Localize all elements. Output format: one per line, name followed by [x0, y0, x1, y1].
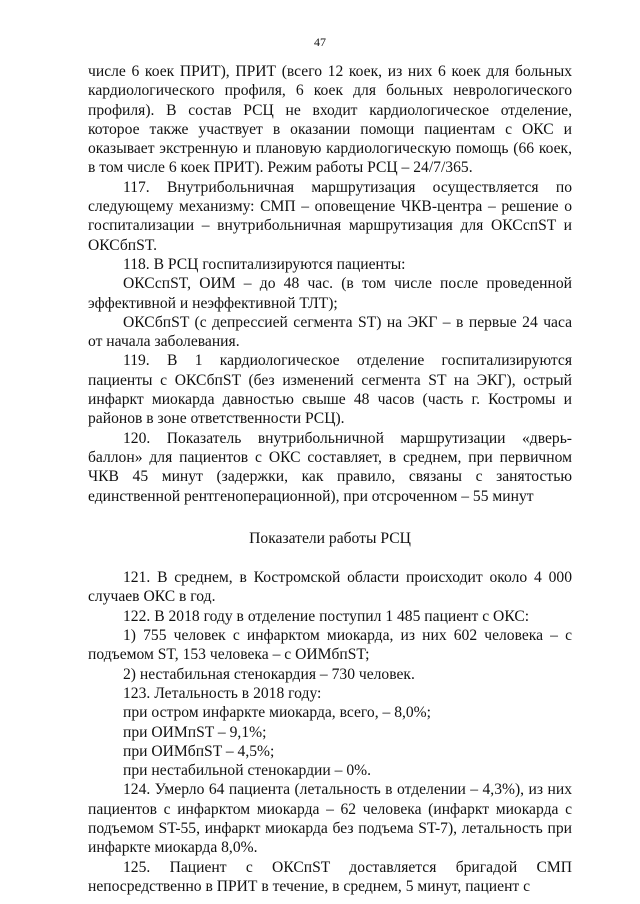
paragraph-125: 125. Пациент с ОКСпST доставляется бригадой СМП непосредственно в ПРИТ в течение, в среднем, 5 минут, пациент с [88, 858, 572, 895]
document-body [88, 62, 572, 896]
paragraph-119: 119. В 1 кардиологическое отделение госпитализируются пациенты с ОКСбпST (без изменений сегмента ST на ЭКГ), острый инфаркт миокарда давностью свыше 48 часов (часть г. Костромы и районов в зоне ответственности РСЦ). [88, 352, 572, 428]
paragraph-123-item-3: при ОИМбпST – 4,5%; [123, 742, 275, 760]
paragraph-122: 122. В 2018 году в отделение поступил 1 485 пациент с ОКС: [123, 607, 530, 625]
paragraph-118-item-2: ОКСбпST (с депрессией сегмента ST) на ЭКГ – в первые 24 часа от начала заболевания. [88, 313, 572, 351]
paragraph-118-item-1: ОКСспST, ОИМ – до 48 час. (в том числе после проведенной эффективной и неэффективной ТЛТ); [88, 275, 572, 312]
paragraph-118: 118. В РСЦ госпитализируются пациенты: [123, 255, 406, 273]
paragraph-117: 117. Внутрибольничная маршрутизация осуществляется по следующему механизму: СМП – оповещение ЧКВ-центра – решение о госпитализации – внутрибольничная маршрутизация для ОКСспST и ОКСбпST. [88, 178, 572, 254]
paragraph-123: 123. Летальность в 2018 году: [123, 684, 322, 702]
page-number: 47 [314, 35, 326, 49]
section-heading: Показатели работы РСЦ [249, 529, 411, 547]
paragraph-123-item-4: при нестабильной стенокардии – 0%. [123, 762, 372, 780]
paragraph-120: 120. Показатель внутрибольничной маршрутизации «дверь-баллон» для пациентов с ОКС составляет, в среднем, при первичном ЧКВ 45 минут (задержки, как правило, связаны с занятостью единственной рентгеноперационной), при отсроченном – 55 минут [88, 429, 572, 505]
paragraph-123-item-1: при остром инфаркте миокарда, всего, – 8,0%; [123, 704, 432, 722]
paragraph-122-item-1: 1) 755 человек с инфарктом миокарда, из них 602 человека – с подъемом ST, 153 человека – с ОИМбпST; [88, 627, 572, 664]
paragraph-124: 124. Умерло 64 пациента (летальность в отделении – 4,3%), из них пациентов с инфарктом миокарда – 62 человека (инфаркт миокарда с подъемом ST-55, инфаркт миокарда без подъема ST-7), летальность при инфаркте миокарда 8,0%. [88, 781, 572, 857]
paragraph-continuation: числе 6 коек ПРИТ), ПРИТ (всего 12 коек, из них 6 коек для больных кардиологического профиля, 6 коек для больных неврологического профиля). В состав РСЦ не входит кардиологическое отделение, которое также участвует в оказании помощи пациентам с ОКС и оказывает экстренную и плановую кардиологическую помощь (66 коек, в том числе 6 коек ПРИТ). Режим работы РСЦ – 24/7/365. [88, 63, 572, 177]
paragraph-121: 121. В среднем, в Костромской области происходит около 4 000 случаев ОКС в год. [88, 569, 572, 606]
paragraph-122-item-2: 2) нестабильная стенокардия – 730 человек. [123, 665, 415, 683]
paragraph-123-item-2: при ОИМпST – 9,1%; [123, 723, 267, 741]
